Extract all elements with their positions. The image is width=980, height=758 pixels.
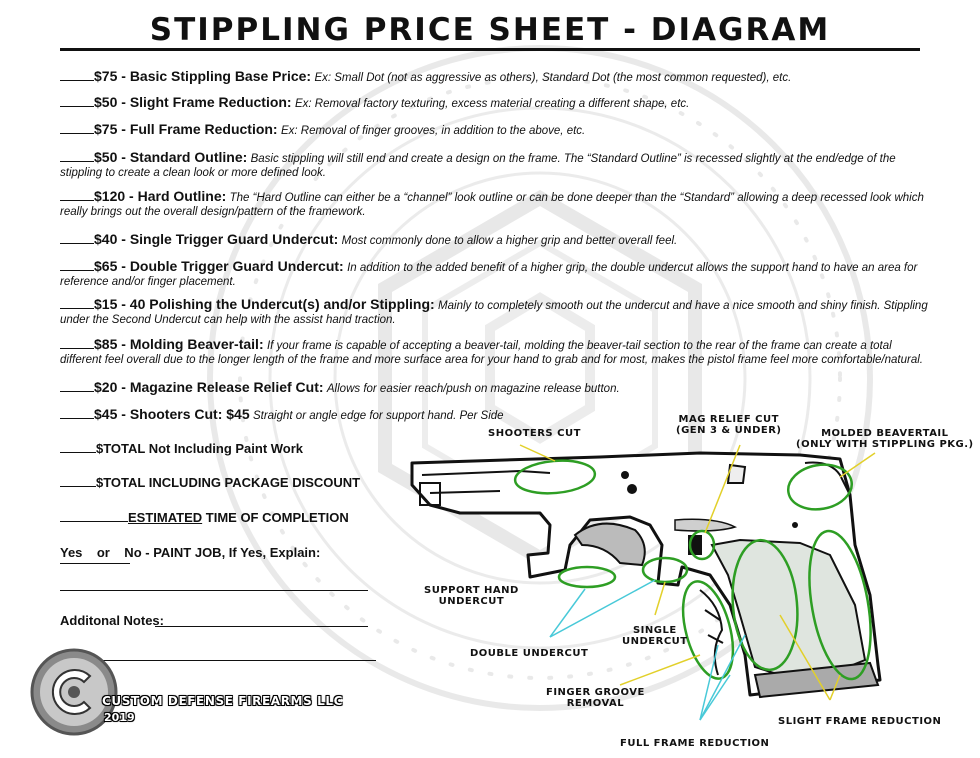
item-heading: Polishing the Undercut(s) and/or Stippling:: [149, 296, 435, 312]
checkbox-blank[interactable]: [60, 338, 94, 349]
item-description: Ex: Removal of finger grooves, in addition to the above, etc.: [280, 125, 586, 137]
item-description: Mainly to completely smooth out the undercut and have a nice smooth and shiny finish. Stippling under the Second Undercut can help with the assist hand traction.: [60, 300, 928, 326]
checkbox-blank[interactable]: [60, 260, 94, 271]
label-molded-beavertail: MOLDED BEAVERTAIL (ONLY WITH STIPPLING PKG.): [796, 428, 974, 450]
price-item-polishing: [60, 298, 930, 327]
paint-job-question: Yes or No - PAINT JOB, If Yes, Explain:: [60, 545, 321, 560]
checkbox-blank[interactable]: [60, 408, 94, 419]
checkbox-blank[interactable]: [60, 151, 94, 162]
yes-no-underline: [60, 563, 130, 564]
price-item-mag-release: [60, 381, 930, 396]
item-heading: Magazine Release Relief Cut:: [129, 379, 324, 395]
label-support-hand-undercut: SUPPORT HAND UNDERCUT: [424, 585, 519, 607]
estimated-completion: [60, 510, 349, 525]
total-incl-label: $TOTAL INCLUDING PACKAGE DISCOUNT: [96, 475, 361, 490]
checkbox-blank[interactable]: [60, 381, 94, 392]
time-blank[interactable]: [60, 511, 128, 522]
item-heading: Molding Beaver-tail:: [129, 336, 264, 352]
label-shooters-cut: SHOOTERS CUT: [488, 428, 581, 439]
pistol-frame-diagram: [400, 405, 980, 758]
label-slight-frame-reduction: SLIGHT FRAME REDUCTION: [778, 716, 942, 727]
item-price: $50 -: [94, 94, 130, 110]
price-item-hard-outline: [60, 190, 930, 219]
item-heading: Single Trigger Guard Undercut:: [129, 231, 339, 247]
price-item-standard-outline: [60, 151, 930, 180]
checkbox-blank[interactable]: [60, 298, 94, 309]
page-title: STIPPLING PRICE SHEET - DIAGRAM: [149, 12, 831, 48]
estimated-label: ESTIMATED: [128, 510, 203, 525]
item-price: $65 -: [94, 258, 130, 274]
notes-line-1[interactable]: [155, 626, 368, 627]
item-heading: Shooters Cut: $45: [129, 406, 250, 422]
pointer-full-frame-2: [700, 635, 745, 720]
item-heading: Full Frame Reduction:: [129, 121, 278, 137]
title-underline: [60, 48, 920, 51]
item-description: If your frame is capable of accepting a beaver-tail, molding the beaver-tail section to the rear of the frame can create a total different feel overall due to the longer length of the frame and more surface area for your hand to grab and for most, makes the pistol frame feel more comfortable/natural.: [60, 340, 923, 366]
label-mag-relief-cut: MAG RELIEF CUT (GEN 3 & UNDER): [676, 414, 782, 436]
price-item-double-undercut: [60, 260, 930, 289]
item-price: $75 -: [94, 68, 130, 84]
label-single-undercut: SINGLE UNDERCUT: [622, 625, 688, 647]
pointer-finger-groove: [620, 655, 700, 685]
pointer-single-undercut: [655, 582, 665, 615]
total-blank[interactable]: [60, 476, 96, 487]
item-price: $75 -: [94, 121, 130, 137]
price-item-slight-frame: [60, 96, 930, 111]
price-item-base: [60, 70, 930, 85]
item-heading: Hard Outline:: [137, 188, 227, 204]
total-blank[interactable]: [60, 442, 96, 453]
item-description: Ex: Removal factory texturing, excess material creating a different shape, etc.: [294, 98, 690, 110]
item-description: Most commonly done to allow a higher grip and better overall feel.: [341, 235, 678, 247]
notes-label: Additonal Notes:: [60, 613, 164, 628]
checkbox-blank[interactable]: [60, 96, 94, 107]
item-description: In addition to the added benefit of a higher grip, the double undercut allows the support hand to have an area for reference and/or finger placement.: [60, 262, 918, 288]
company-name: CUSTOM DEFENSE FIREARMS LLC: [102, 694, 344, 708]
item-price: $15 - 40: [94, 296, 150, 312]
label-full-frame-reduction: FULL FRAME REDUCTION: [620, 738, 770, 749]
label-double-undercut: DOUBLE UNDERCUT: [470, 648, 589, 659]
item-price: $120 -: [94, 188, 138, 204]
support-hand-undercut-highlight: [559, 567, 615, 587]
completion-label: TIME OF COMPLETION: [205, 510, 349, 525]
price-item-full-frame: [60, 123, 930, 138]
item-description: Ex: Small Dot (not as aggressive as others), Standard Dot (the most common requested), etc.: [314, 72, 792, 84]
item-heading: Slight Frame Reduction:: [129, 94, 292, 110]
checkbox-blank[interactable]: [60, 123, 94, 134]
item-price: $20 -: [94, 379, 130, 395]
total-including-discount: [60, 475, 360, 490]
price-item-beavertail: [60, 338, 930, 367]
item-heading: Double Trigger Guard Undercut:: [129, 258, 344, 274]
item-price: $45 -: [94, 406, 130, 422]
pointer-double-undercut-1: [550, 589, 585, 637]
paint-explain-line[interactable]: [60, 590, 368, 591]
total-excluding-paint: [60, 441, 303, 456]
label-finger-groove-removal: FINGER GROOVE REMOVAL: [546, 687, 645, 709]
item-description: The “Hard Outline can either be a “channel” look outline or can be done deeper than the “Standard” allowing a deep recessed look which really brings out the overall design/pattern of the framework.: [60, 192, 924, 218]
item-heading: Standard Outline:: [129, 149, 248, 165]
company-year: 2019: [104, 711, 135, 724]
item-price: $85 -: [94, 336, 130, 352]
price-item-single-undercut: [60, 233, 930, 248]
pointer-full-frame-3: [700, 675, 730, 720]
item-price: $40 -: [94, 231, 130, 247]
company-logo-icon: [28, 646, 120, 738]
item-price: $50 -: [94, 149, 130, 165]
item-description: Straight or angle edge for support hand. Per Side: [252, 410, 504, 422]
checkbox-blank[interactable]: [60, 233, 94, 244]
pointer-beavertail: [840, 453, 875, 477]
checkbox-blank[interactable]: [60, 190, 94, 201]
total-excl-label: $TOTAL Not Including Paint Work: [96, 441, 304, 456]
pointer-full-frame-1: [700, 645, 718, 720]
item-description: Allows for easier reach/push on magazine release button.: [326, 383, 620, 395]
checkbox-blank[interactable]: [60, 70, 94, 81]
item-description: Basic stippling will still end and create a design on the frame. The “Standard Outline” is recessed slightly at the end/edge of the stippling to create a clean look or more defined look.: [60, 153, 896, 179]
item-heading: Basic Stippling Base Price:: [129, 68, 312, 84]
